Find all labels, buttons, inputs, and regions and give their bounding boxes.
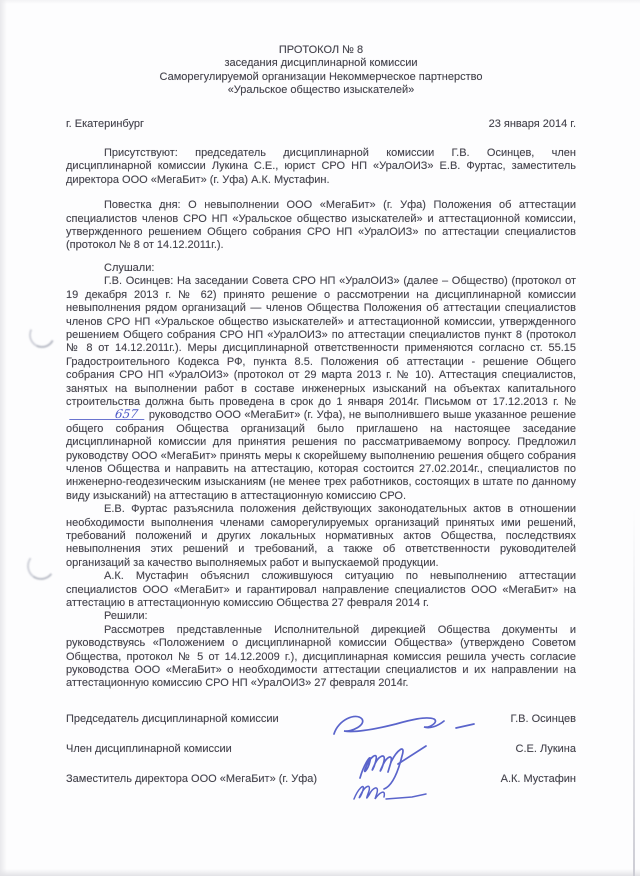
title-line-4: «Уральское общество изыскателей» [227,84,415,97]
dateline [66,118,576,131]
title-line-3: Саморегулируемой организации Некоммерческое партнерство [159,70,483,83]
signatory-name: Г.В. Осинцев [510,712,576,725]
furtas-paragraph: Е.В. Фуртас разъяснила положения действующих законодательных актов в отношении необходимости выполнения членами саморегулируемых организаций принятых ими решений, требований положений и других локальных нормативных актов Общества, последствиях невыполнения этих решений и требований, а также об ответственности руководителей организаций за качество выполняемых работ и выпускаемой продукции. [66,503,576,569]
resolved-section-label: Решили: [104,610,148,623]
resolved-paragraph: Рассмотрев представленные Исполнительной дирекцией Общества документы и руководствуясь «Положением о дисциплинарной комиссии Общества» (утверждено Советом Общества, протокол № 5 от 14.12.2009 г.), дисциплинарная комиссия решила учесть согласие руководства ООО «МегаБит» о необходимости аттестации специалистов и их направлении на аттестационную комиссию СРО НП «УралОИЗ» 27 февраля 2014г. [66,623,576,690]
agenda-paragraph: Повестка дня: О невыполнении ООО «МегаБит» (г. Уфа) Положения об аттестации специалистов членов СРО НП «Уральское общество изыскателей» и аттестационной комиссии, утвержденного решением Общего собрания СРО НП «УралОИЗ» по аттестации специалистов (протокол № 8 от 14.12.2011г.). [66,199,576,252]
mustafin-paragraph: А.К. Мустафин объяснил сложившуюся ситуацию по невыполнению аттестации специалистов ООО «МегаБит» и гарантировал направление специалистов ООО «МегаБит» на аттестацию в аттестационную комиссию Общества 27 февраля 2014 г. [66,570,576,610]
scan-edge-bottom [0,869,640,876]
binder-hole-shadow-top [26,319,59,352]
heard-text-part1: Г.В. Осинцев: На заседании Совета СРО НП «УралОИЗ» (далее – Общество) (протокол от 19 декабря 2013 г. № 62) принято решение о рассмотрении на дисциплинарной комиссии невыполнения рядом организаций — членов Общества Положения об аттестации специалистов членов СРО НП «Уральское общество изыскателей» и аттестационной комиссии, утвержденного решением Общего собрания СРО НП «УралОИЗ» по аттестации специалистов пункт 8 (протокол № 8 от 14.12.2011г.). Меры дисциплинарной ответственности применяются согласно ст. 55.15 Градостроительного Кодекса РФ, пункта 8.5. Положения об аттестации - решение Общего собрания СРО НП «УралОИЗ» (протокол от 29 марта 2013 г. № 10). Аттестация специалистов, занятых на выполнении работ в составе инженерных изысканий на объектах капитального строительства должна быть проведена в срок до 1 января 2014г. Письмом от 17.12.2013 г. № [66,275,576,408]
date-label: 23 января 2014 г. [488,117,576,130]
signature-role-label: Заместитель директора ООО «МегаБит» (г. Уфа) [66,772,318,785]
city-label: г. Екатеринбург [66,117,144,130]
handwritten-letter-number: 657 [69,409,145,420]
signature-role-label: Председатель дисциплинарной комиссии [66,712,279,725]
signatory-name: С.Е. Лукина [515,742,576,755]
osintsev-signature-icon [334,716,474,734]
title-line-2: заседания дисциплинарной комиссии [224,57,418,70]
document-body [66,44,576,786]
signature-role-label: Член дисциплинарной комиссии [66,742,232,755]
heard-text-part2: руководство ООО «МегаБит» (г. Уфа), не выполнившего выше указанное решение общего собрания Общества организаций было приглашено на настоящее заседание дисциплинарной комиссии для принятия решения по рассматриваемому вопросу. Предложил руководству ООО «МегаБит» принять меры к скорейшему выполнению решения общего собрания членов Общества и направить на аттестацию, которая состоится 27.02.2014г., специалистов по инженерно-геодезическим изысканиям (не менее трех работников, состоящих в штате по данному виду изысканий) на аттестацию в аттестационную комиссию СРО. [66,409,576,502]
lukina-signature-icon [360,746,426,789]
attendees-paragraph: Присутствуют: председатель дисциплинарной комиссии Г.В. Осинцев, член дисциплинарной комиссии Лукина С.Е., юрист СРО НП «УралОИЗ» Е.В. Фуртас, заместитель директора ООО «МегаБит» (г. Уфа) А.К. Мустафин. [66,147,576,186]
handwritten-signatures [298,706,548,806]
heard-osintsev-paragraph [66,275,576,503]
document-title-block [66,44,576,98]
scan-edge-top [0,0,640,4]
signatory-name: А.К. Мустафин [500,772,576,785]
scan-edge-left [0,0,7,876]
binder-hole-shadow-bottom [25,550,57,582]
heard-section-label: Слушали: [104,261,155,274]
protocol-number-title: ПРОТОКОЛ № 8 [278,44,364,56]
mustafin-signature-icon [354,786,426,799]
scan-edge-right [633,508,635,876]
